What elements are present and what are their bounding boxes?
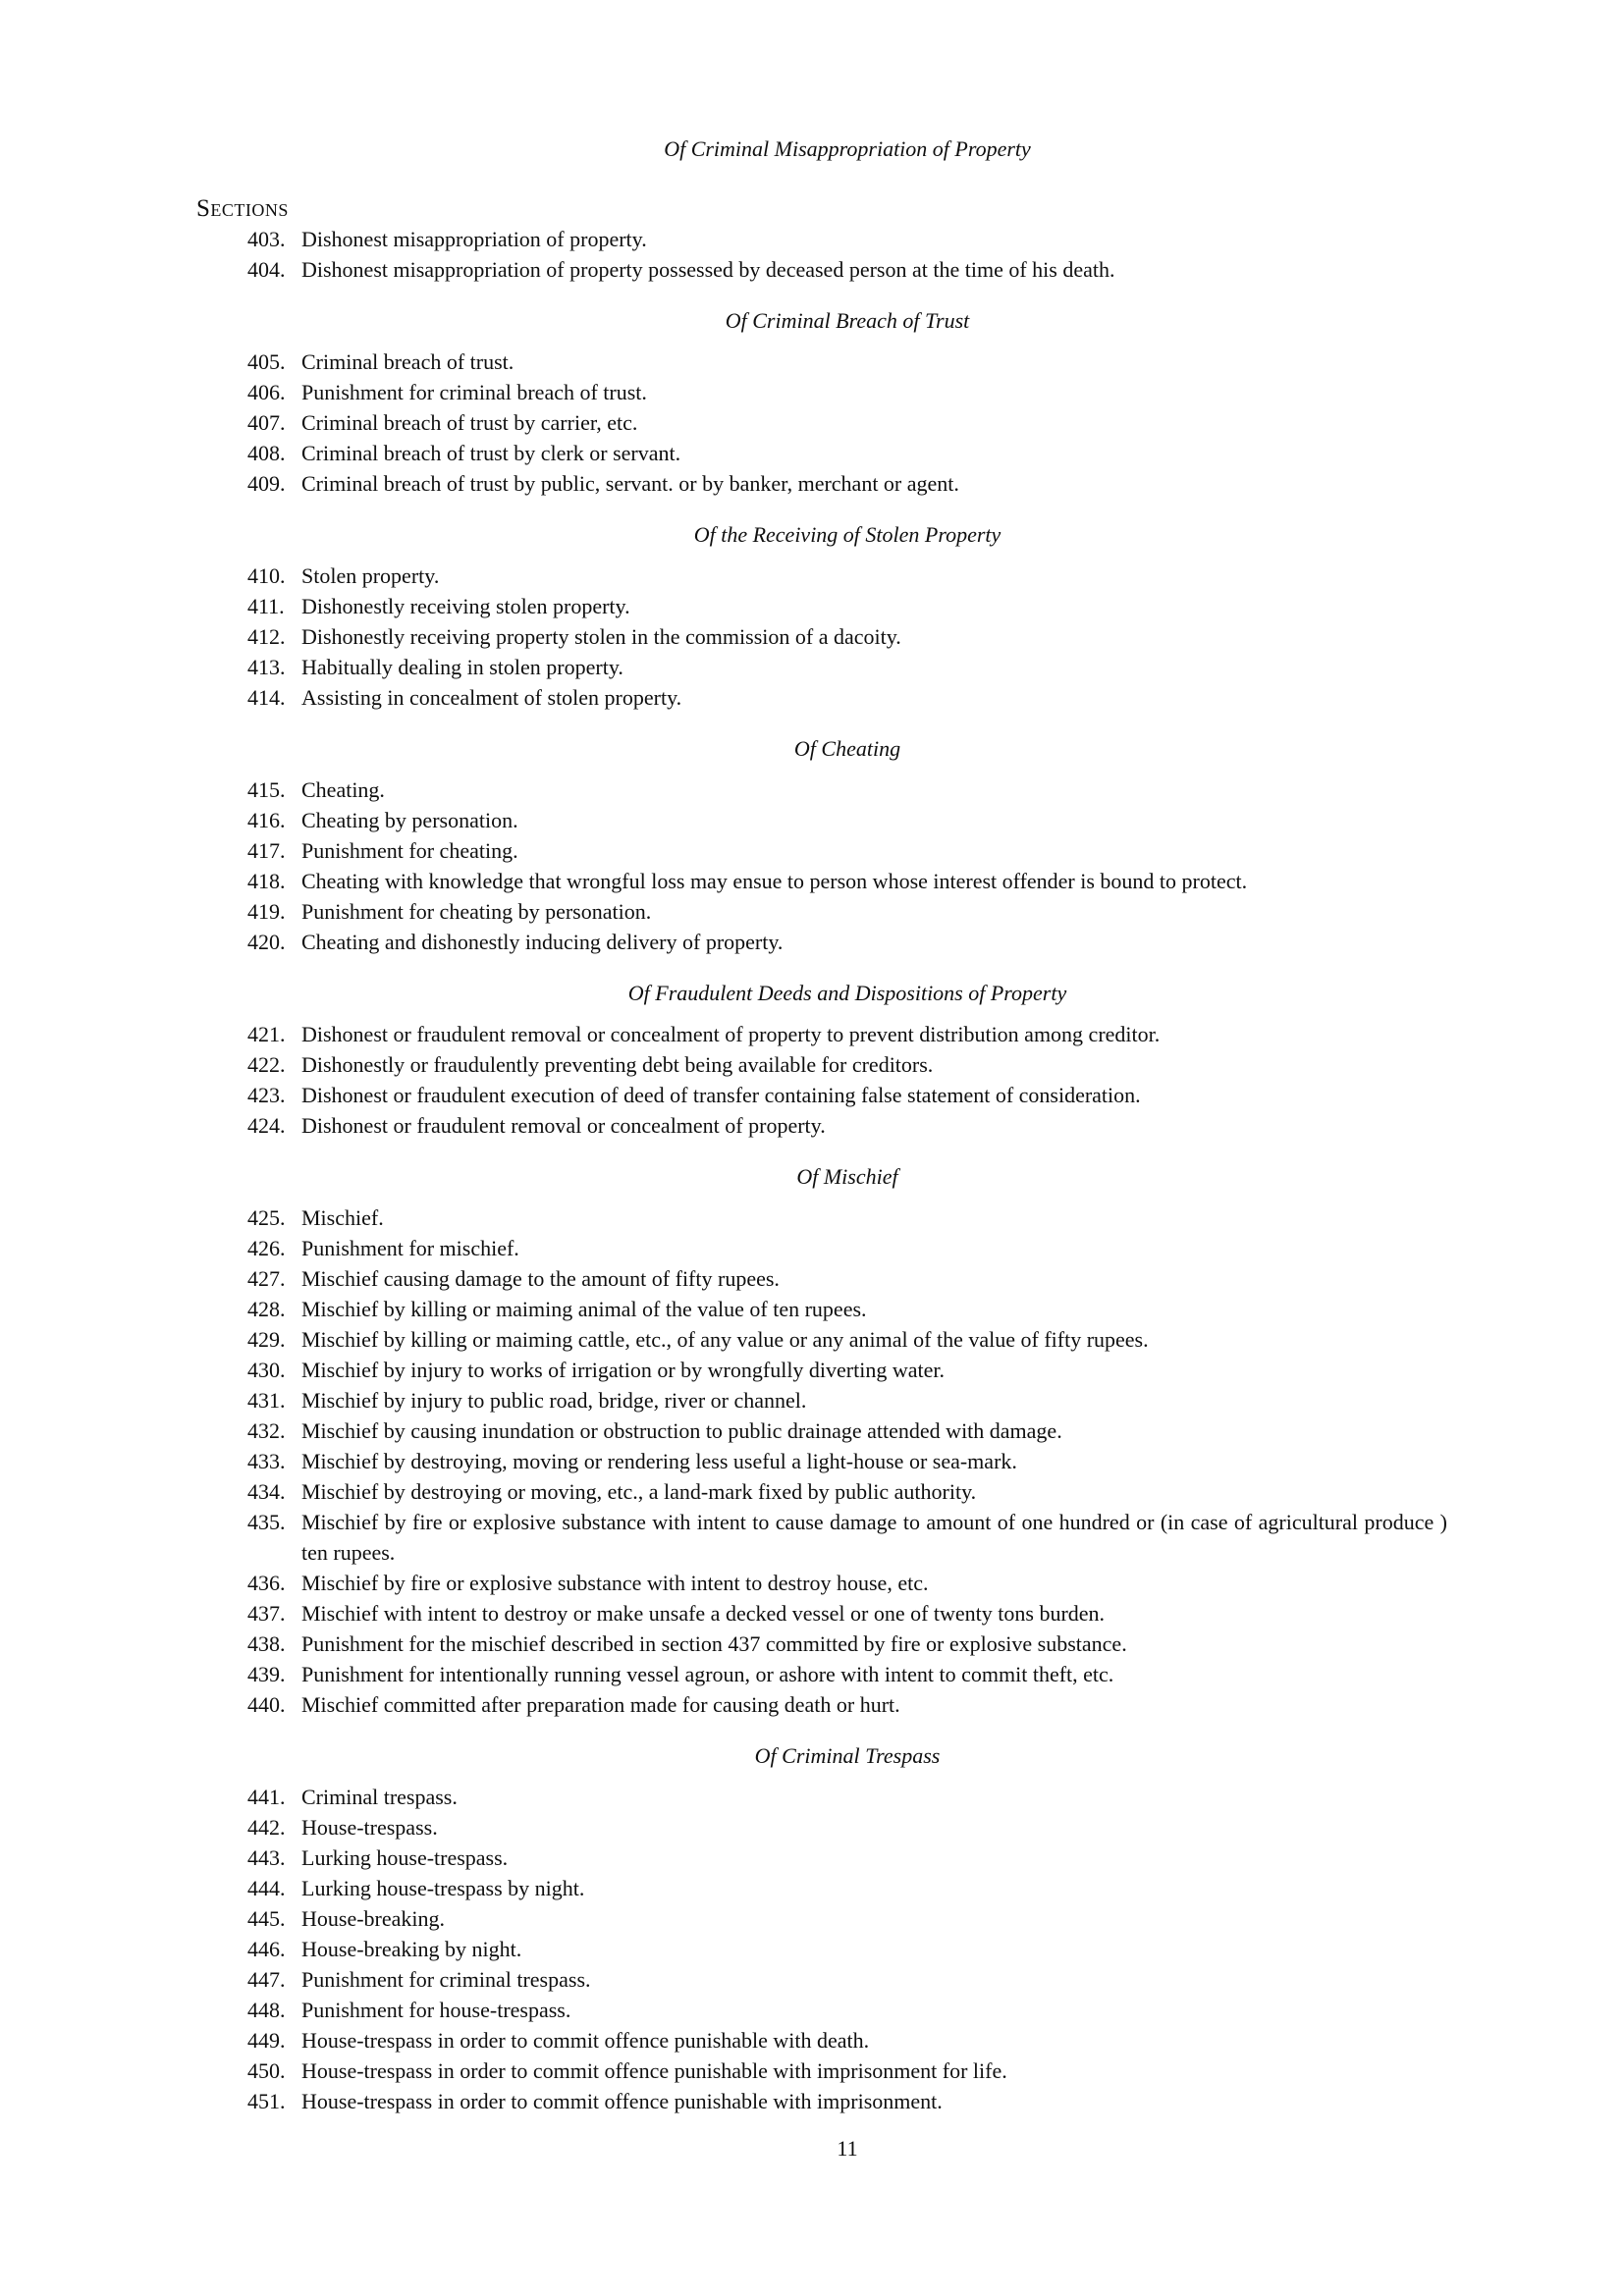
section-number: 405. — [247, 349, 286, 374]
section-entry — [247, 682, 1447, 713]
section-title: Lurking house-trespass by night. — [301, 1876, 585, 1900]
section-entry — [247, 896, 1447, 927]
section-number: 448. — [247, 1998, 286, 2022]
chapter-group — [247, 978, 1447, 1141]
section-list — [247, 774, 1447, 957]
sections-label: Sections — [196, 195, 289, 222]
section-number: 415. — [247, 777, 286, 802]
section-entry — [247, 1080, 1447, 1110]
section-entry — [247, 1659, 1447, 1689]
section-entry — [247, 1629, 1447, 1659]
section-entry — [247, 591, 1447, 621]
section-title: Punishment for mischief. — [301, 1236, 519, 1260]
section-title: Dishonest or fraudulent removal or concealment of property. — [301, 1113, 826, 1138]
section-title: Criminal trespass. — [301, 1785, 458, 1809]
section-number: 414. — [247, 685, 286, 710]
section-entry — [247, 1263, 1447, 1294]
section-title: Dishonest or fraudulent execution of deed of transfer containing false statement of consideration. — [301, 1083, 1141, 1107]
section-title: House-breaking by night. — [301, 1937, 522, 1961]
section-number: 433. — [247, 1449, 286, 1473]
section-title: Criminal breach of trust by carrier, etc. — [301, 410, 638, 435]
section-entry — [247, 2056, 1447, 2086]
section-title: Mischief by destroying or moving, etc., a land-mark fixed by public authority. — [301, 1479, 977, 1504]
section-number: 446. — [247, 1937, 286, 1961]
section-title: Lurking house-trespass. — [301, 1845, 509, 1870]
section-title: Punishment for cheating. — [301, 838, 518, 863]
section-number: 423. — [247, 1083, 286, 1107]
chapter-heading: Of Criminal Trespass — [754, 1743, 941, 1768]
section-number: 439. — [247, 1662, 286, 1686]
section-entry — [247, 1995, 1447, 2025]
section-entry — [247, 1964, 1447, 1995]
section-entry — [247, 1049, 1447, 1080]
chapter-group — [247, 1740, 1447, 2116]
section-entry — [247, 1782, 1447, 1812]
section-title: Dishonest misappropriation of property. — [301, 227, 647, 251]
section-entry — [247, 224, 1447, 254]
section-number: 403. — [247, 227, 286, 251]
section-title: Mischief with intent to destroy or make unsafe a decked vessel or one of twenty tons burden. — [301, 1601, 1106, 1626]
table-of-contents — [196, 133, 1447, 2116]
section-entry — [247, 561, 1447, 591]
section-title: Stolen property. — [301, 563, 440, 588]
section-entry — [247, 1110, 1447, 1141]
section-number: 442. — [247, 1815, 286, 1840]
section-entry — [247, 652, 1447, 682]
section-entry — [247, 1233, 1447, 1263]
chapter-heading: Of Criminal Misappropriation of Property — [664, 136, 1031, 161]
section-number: 420. — [247, 930, 286, 954]
section-entry — [247, 377, 1447, 407]
section-entry — [247, 2086, 1447, 2116]
section-title: Criminal breach of trust. — [301, 349, 514, 374]
section-number: 422. — [247, 1052, 286, 1077]
section-number: 431. — [247, 1388, 286, 1413]
section-number: 404. — [247, 257, 286, 282]
section-number: 450. — [247, 2058, 286, 2083]
section-title: Dishonestly or fraudulently preventing debt being available for creditors. — [301, 1052, 934, 1077]
section-number: 413. — [247, 655, 286, 679]
section-entry — [247, 438, 1447, 468]
section-number: 411. — [247, 594, 285, 618]
section-number: 435. — [247, 1510, 286, 1534]
section-entry — [247, 1934, 1447, 1964]
section-number: 424. — [247, 1113, 286, 1138]
section-entry — [247, 2025, 1447, 2056]
section-title: Mischief by fire or explosive substance with intent to cause damage to amount of one hundred or (in case of agricultural produce ) ten rupees. — [301, 1510, 1447, 1565]
section-number: 428. — [247, 1297, 286, 1321]
section-entry — [247, 1598, 1447, 1629]
section-number: 432. — [247, 1418, 286, 1443]
section-title: Punishment for intentionally running vessel agroun, or ashore with intent to commit theft, etc. — [301, 1662, 1114, 1686]
section-number: 443. — [247, 1845, 286, 1870]
chapter-heading: Of Fraudulent Deeds and Dispositions of Property — [627, 981, 1067, 1005]
section-title: House-trespass in order to commit offence punishable with imprisonment for life. — [301, 2058, 1007, 2083]
section-entry — [247, 1019, 1447, 1049]
section-list — [247, 1202, 1447, 1720]
section-number: 441. — [247, 1785, 286, 1809]
section-entry — [247, 347, 1447, 377]
section-number: 438. — [247, 1631, 286, 1656]
section-title: Cheating and dishonestly inducing delivery of property. — [301, 930, 784, 954]
section-title: Dishonestly receiving stolen property. — [301, 594, 630, 618]
section-list — [247, 1782, 1447, 2116]
section-entry — [247, 1873, 1447, 1903]
section-entry — [247, 1385, 1447, 1415]
chapter-group — [196, 133, 1447, 285]
section-number: 451. — [247, 2089, 286, 2113]
chapter-heading: Of Mischief — [796, 1164, 898, 1189]
section-list — [247, 561, 1447, 713]
section-number: 406. — [247, 380, 286, 404]
section-number: 447. — [247, 1967, 286, 1992]
section-number: 426. — [247, 1236, 286, 1260]
section-number: 444. — [247, 1876, 286, 1900]
page-number: 11 — [837, 2136, 858, 2161]
section-title: Punishment for criminal breach of trust. — [301, 380, 647, 404]
section-number: 416. — [247, 808, 286, 832]
section-title: Dishonestly receiving property stolen in the commission of a dacoity. — [301, 624, 901, 649]
section-number: 436. — [247, 1571, 286, 1595]
section-entry — [247, 1324, 1447, 1355]
section-entry — [247, 1294, 1447, 1324]
chapter-heading: Of Criminal Breach of Trust — [725, 308, 970, 333]
section-number: 421. — [247, 1022, 286, 1046]
chapter-group — [247, 305, 1447, 499]
section-title: Mischief by injury to public road, bridge, river or channel. — [301, 1388, 807, 1413]
section-title: Criminal breach of trust by clerk or servant. — [301, 441, 681, 465]
section-entry — [247, 835, 1447, 866]
section-number: 440. — [247, 1692, 286, 1717]
section-entry — [247, 621, 1447, 652]
section-title: Mischief committed after preparation made for causing death or hurt. — [301, 1692, 900, 1717]
section-entry — [247, 1812, 1447, 1842]
section-entry — [247, 927, 1447, 957]
section-entry — [247, 254, 1447, 285]
section-entry — [247, 468, 1447, 499]
section-number: 430. — [247, 1358, 286, 1382]
section-list — [247, 224, 1447, 285]
section-entry — [247, 1568, 1447, 1598]
section-title: Assisting in concealment of stolen property. — [301, 685, 682, 710]
chapter-group — [247, 519, 1447, 713]
section-title: Punishment for the mischief described in section 437 committed by fire or explosive substance. — [301, 1631, 1127, 1656]
section-title: House-breaking. — [301, 1906, 446, 1931]
section-title: Punishment for house-trespass. — [301, 1998, 571, 2022]
section-number: 410. — [247, 563, 286, 588]
section-title: Mischief by injury to works of irrigation or by wrongfully diverting water. — [301, 1358, 945, 1382]
section-title: Cheating by personation. — [301, 808, 518, 832]
chapter-heading: Of the Receiving of Stolen Property — [693, 522, 1001, 547]
section-title: Mischief causing damage to the amount of fifty rupees. — [301, 1266, 780, 1291]
section-title: Mischief by killing or maiming animal of the value of ten rupees. — [301, 1297, 867, 1321]
section-entry — [247, 1903, 1447, 1934]
chapter-group — [247, 733, 1447, 957]
section-number: 427. — [247, 1266, 286, 1291]
section-title: Dishonest misappropriation of property possessed by deceased person at the time of his death. — [301, 257, 1115, 282]
section-entry — [247, 1507, 1447, 1568]
section-entry — [247, 774, 1447, 805]
section-number: 429. — [247, 1327, 286, 1352]
section-entry — [247, 1415, 1447, 1446]
section-title: Dishonest or fraudulent removal or concealment of property to prevent distribution among creditor. — [301, 1022, 1161, 1046]
section-title: Cheating. — [301, 777, 385, 802]
section-number: 409. — [247, 471, 286, 496]
section-title: House-trespass in order to commit offence punishable with imprisonment. — [301, 2089, 943, 2113]
section-number: 407. — [247, 410, 286, 435]
section-title: Criminal breach of trust by public, servant. or by banker, merchant or agent. — [301, 471, 959, 496]
section-title: Mischief by causing inundation or obstruction to public drainage attended with damage. — [301, 1418, 1062, 1443]
section-title: House-trespass in order to commit offence punishable with death. — [301, 2028, 870, 2053]
section-title: Mischief by destroying, moving or rendering less useful a light-house or sea-mark. — [301, 1449, 1017, 1473]
section-title: Punishment for criminal trespass. — [301, 1967, 591, 1992]
section-title: Habitually dealing in stolen property. — [301, 655, 623, 679]
section-entry — [247, 407, 1447, 438]
section-number: 449. — [247, 2028, 286, 2053]
section-number: 408. — [247, 441, 286, 465]
section-number: 445. — [247, 1906, 286, 1931]
section-number: 434. — [247, 1479, 286, 1504]
section-number: 412. — [247, 624, 286, 649]
section-number: 437. — [247, 1601, 286, 1626]
section-entry — [247, 1446, 1447, 1476]
section-title: Punishment for cheating by personation. — [301, 899, 652, 924]
section-entry — [247, 1202, 1447, 1233]
section-entry — [247, 866, 1447, 896]
section-number: 425. — [247, 1205, 286, 1230]
section-number: 418. — [247, 869, 286, 893]
section-title: House-trespass. — [301, 1815, 438, 1840]
section-entry — [247, 1689, 1447, 1720]
section-title: Mischief by killing or maiming cattle, etc., of any value or any animal of the value of fifty rupees. — [301, 1327, 1149, 1352]
chapter-heading: Of Cheating — [793, 736, 901, 761]
section-list — [247, 1019, 1447, 1141]
section-entry — [247, 1476, 1447, 1507]
section-title: Cheating with knowledge that wrongful loss may ensue to person whose interest offender is bound to protect. — [301, 869, 1248, 893]
section-title: Mischief by fire or explosive substance with intent to destroy house, etc. — [301, 1571, 929, 1595]
section-number: 419. — [247, 899, 286, 924]
section-entry — [247, 1842, 1447, 1873]
section-entry — [247, 805, 1447, 835]
chapter-group — [247, 1161, 1447, 1720]
section-number: 417. — [247, 838, 286, 863]
section-list — [247, 347, 1447, 499]
section-entry — [247, 1355, 1447, 1385]
section-title: Mischief. — [301, 1205, 384, 1230]
